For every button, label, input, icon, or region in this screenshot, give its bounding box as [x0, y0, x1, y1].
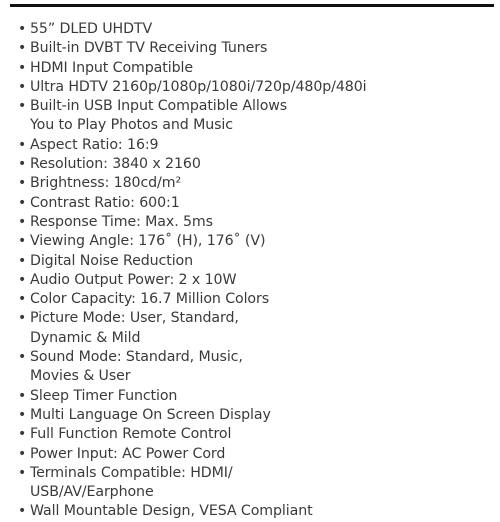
- spec-item: [18, 387, 488, 406]
- spec-text: [30, 445, 225, 464]
- bullet-icon: •: [18, 78, 27, 95]
- spec-text: [30, 194, 180, 213]
- bullet-icon: •: [18, 387, 27, 404]
- bullet-icon: •: [18, 40, 27, 57]
- spec-line: Sleep Timer Function: [30, 387, 178, 404]
- spec-line: Wall Mountable Design, VESA Compliant: [30, 503, 313, 520]
- spec-item: [18, 271, 488, 290]
- spec-item: [18, 406, 488, 425]
- spec-text: [30, 348, 243, 387]
- bullet-icon: •: [18, 445, 27, 462]
- spec-item: [18, 97, 488, 136]
- spec-line: 55” DLED UHDTV: [30, 21, 153, 37]
- bullet-icon: •: [18, 503, 27, 520]
- spec-item: [18, 78, 488, 97]
- spec-line: Aspect Ratio: 16:9: [30, 136, 159, 153]
- spec-text: [30, 97, 287, 136]
- spec-line: Response Time: Max. 5ms: [30, 213, 213, 230]
- spec-text: [30, 290, 269, 309]
- bullet-icon: •: [18, 59, 27, 76]
- spec-text: [30, 425, 231, 444]
- spec-line: You to Play Photos and Music: [30, 117, 233, 134]
- spec-text: [30, 271, 236, 290]
- bullet-icon: •: [18, 426, 27, 443]
- spec-text: [30, 387, 177, 406]
- spec-line: Power Input: AC Power Cord: [30, 445, 226, 462]
- spec-item: [18, 136, 488, 155]
- bullet-icon: •: [18, 175, 27, 192]
- spec-text: [30, 174, 181, 193]
- spec-line: Color Capacity: 16.7 Million Colors: [30, 291, 270, 308]
- spec-line: Ultra HDTV 2160p/1080p/1080i/720p/480p/480i: [30, 78, 367, 95]
- bullet-icon: •: [18, 291, 27, 308]
- top-divider: [10, 4, 494, 7]
- spec-line: Multi Language On Screen Display: [30, 406, 271, 423]
- spec-item: [18, 290, 488, 309]
- spec-line: Sound Mode: Standard, Music,: [30, 349, 243, 366]
- bullet-icon: •: [18, 21, 27, 37]
- spec-line: Brightness: 180cd/m²: [30, 175, 182, 192]
- spec-text: [30, 39, 267, 58]
- spec-line: Resolution: 3840 x 2160: [30, 156, 201, 173]
- bullet-icon: •: [18, 406, 27, 423]
- spec-item: [18, 464, 488, 503]
- spec-item: [18, 309, 488, 348]
- spec-item: [18, 445, 488, 464]
- spec-item: [18, 174, 488, 193]
- spec-line: Terminals Compatible: HDMI/: [30, 464, 233, 481]
- spec-text: [30, 59, 193, 78]
- spec-text: [30, 136, 158, 155]
- spec-item: [18, 348, 488, 387]
- spec-item: [18, 502, 488, 521]
- spec-line: Built-in DVBT TV Receiving Tuners: [30, 40, 268, 57]
- spec-line: Audio Output Power: 2 x 10W: [30, 271, 237, 288]
- spec-item: [18, 252, 488, 271]
- spec-line: Digital Noise Reduction: [30, 252, 194, 269]
- bullet-icon: •: [18, 464, 27, 481]
- spec-text: [30, 464, 233, 503]
- spec-line: HDMI Input Compatible: [30, 59, 193, 76]
- spec-text: [30, 232, 265, 251]
- spec-text: [30, 406, 271, 425]
- spec-item: [18, 232, 488, 251]
- bullet-icon: •: [18, 233, 27, 250]
- spec-item: [18, 20, 488, 39]
- spec-text: [30, 213, 213, 232]
- bullet-icon: •: [18, 349, 27, 366]
- bullet-icon: •: [18, 156, 27, 173]
- spec-line: Movies & User: [30, 368, 131, 385]
- spec-item: [18, 213, 488, 232]
- spec-line: Picture Mode: User, Standard,: [30, 310, 239, 327]
- spec-text: [30, 252, 193, 271]
- bullet-icon: •: [18, 213, 27, 230]
- spec-text: [30, 78, 366, 97]
- spec-line: Dynamic & Mild: [30, 329, 141, 346]
- spec-item: [18, 425, 488, 444]
- spec-item: [18, 39, 488, 58]
- bullet-icon: •: [18, 252, 27, 269]
- spec-line: USB/AV/Earphone: [30, 484, 154, 501]
- spec-text: [30, 502, 313, 521]
- spec-item: [18, 155, 488, 174]
- spec-line: Full Function Remote Control: [30, 426, 232, 443]
- bullet-icon: •: [18, 271, 27, 288]
- spec-text: [30, 155, 201, 174]
- spec-text: [30, 309, 239, 348]
- spec-text: [30, 20, 152, 39]
- spec-item: [18, 59, 488, 78]
- bullet-icon: •: [18, 194, 27, 211]
- spec-line: Built-in USB Input Compatible Allows: [30, 98, 288, 115]
- spec-list: [18, 20, 488, 522]
- bullet-icon: •: [18, 310, 27, 327]
- spec-item: [18, 194, 488, 213]
- bullet-icon: •: [18, 136, 27, 153]
- spec-line: Contrast Ratio: 600:1: [30, 194, 180, 211]
- spec-line: Viewing Angle: 176˚ (H), 176˚ (V): [30, 233, 266, 250]
- bullet-icon: •: [18, 98, 27, 115]
